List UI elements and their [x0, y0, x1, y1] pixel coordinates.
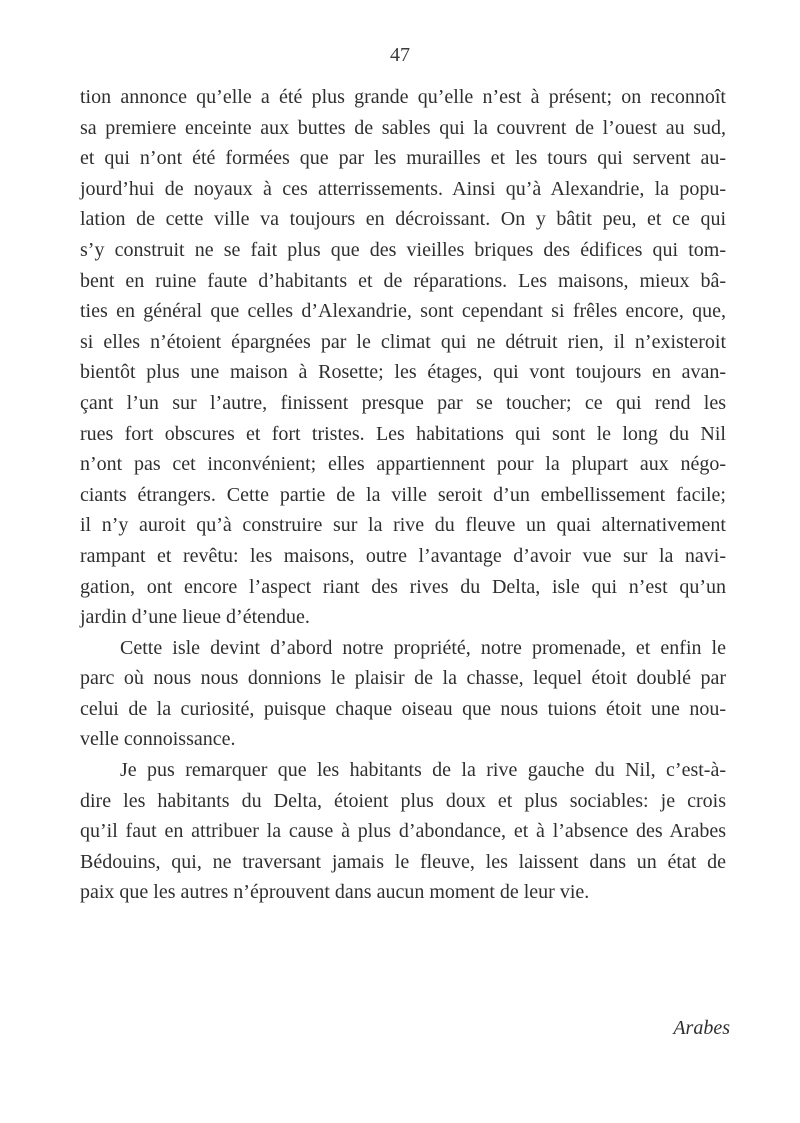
text-line: velle connoissance. [80, 728, 236, 751]
text-line: paix que les autres n’éprouvent dans aucun moment de leur vie. [80, 881, 590, 904]
text-line: rampant et revêtu: les maisons, outre l’avantage d’avoir vue sur la navi- [80, 544, 726, 567]
text-line: s’y construit ne se fait plus que des vieilles briques des édifices qui tom- [80, 238, 726, 261]
text-line: qu’il faut en attribuer la cause à plus d’abondance, et à l’absence des Arabes [80, 820, 726, 843]
text-line: parc où nous nous donnions le plaisir de la chasse, lequel étoit doublé par [80, 667, 726, 690]
text-line: jourd’hui de noyaux à ces atterrissements. Ainsi qu’à Alexandrie, la popu- [80, 177, 726, 200]
text-line: si elles n’étoient épargnées par le climat qui ne détruit rien, il n’existeroit [80, 330, 726, 353]
text-line: Cette isle devint d’abord notre propriété, notre promenade, et enfin le [120, 636, 726, 659]
page-number: 47 [390, 44, 410, 66]
text-line: Je pus remarquer que les habitants de la rive gauche du Nil, c’est-à- [120, 759, 726, 782]
text-line: n’ont pas cet inconvénient; elles appartiennent pour la plupart aux négo- [80, 453, 726, 476]
text-line: dire les habitants du Delta, étoient plus doux et plus sociables: je crois [80, 789, 726, 812]
text-line: bientôt plus une maison à Rosette; les étages, qui vont toujours en avan- [80, 361, 726, 384]
text-line: bent en ruine faute d’habitants et de réparations. Les maisons, mieux bâ- [80, 269, 726, 292]
body-text [80, 82, 726, 908]
catchword: Arabes [673, 1017, 730, 1039]
text-line: sa premiere enceinte aux buttes de sables qui la couvrent de l’ouest au sud, [80, 116, 726, 139]
text-line: çant l’un sur l’autre, finissent presque par se toucher; ce qui rend les [80, 391, 726, 414]
text-line: et qui n’ont été formées que par les murailles et les tours qui servent au- [80, 147, 726, 170]
text-line: Bédouins, qui, ne traversant jamais le fleuve, les laissent dans un état de [80, 850, 726, 873]
text-line: rues fort obscures et fort tristes. Les habitations qui sont le long du Nil [80, 422, 726, 445]
text-line: lation de cette ville va toujours en décroissant. On y bâtit peu, et ce qui [80, 208, 726, 231]
text-line: jardin d’une lieue d’étendue. [80, 606, 310, 629]
text-line: ties en général que celles d’Alexandrie, sont cependant si frêles encore, que, [80, 300, 726, 323]
text-line: il n’y auroit qu’à construire sur la rive du fleuve un quai alternativement [80, 514, 726, 537]
text-line: celui de la curiosité, puisque chaque oiseau que nous tuions étoit une nou- [80, 697, 726, 720]
text-line: tion annonce qu’elle a été plus grande qu’elle n’est à présent; on reconnoît [80, 86, 726, 108]
text-line: ciants étrangers. Cette partie de la ville seroit d’un embellissement facile; [80, 483, 726, 506]
text-line: gation, ont encore l’aspect riant des rives du Delta, isle qui n’est qu’un [80, 575, 726, 598]
